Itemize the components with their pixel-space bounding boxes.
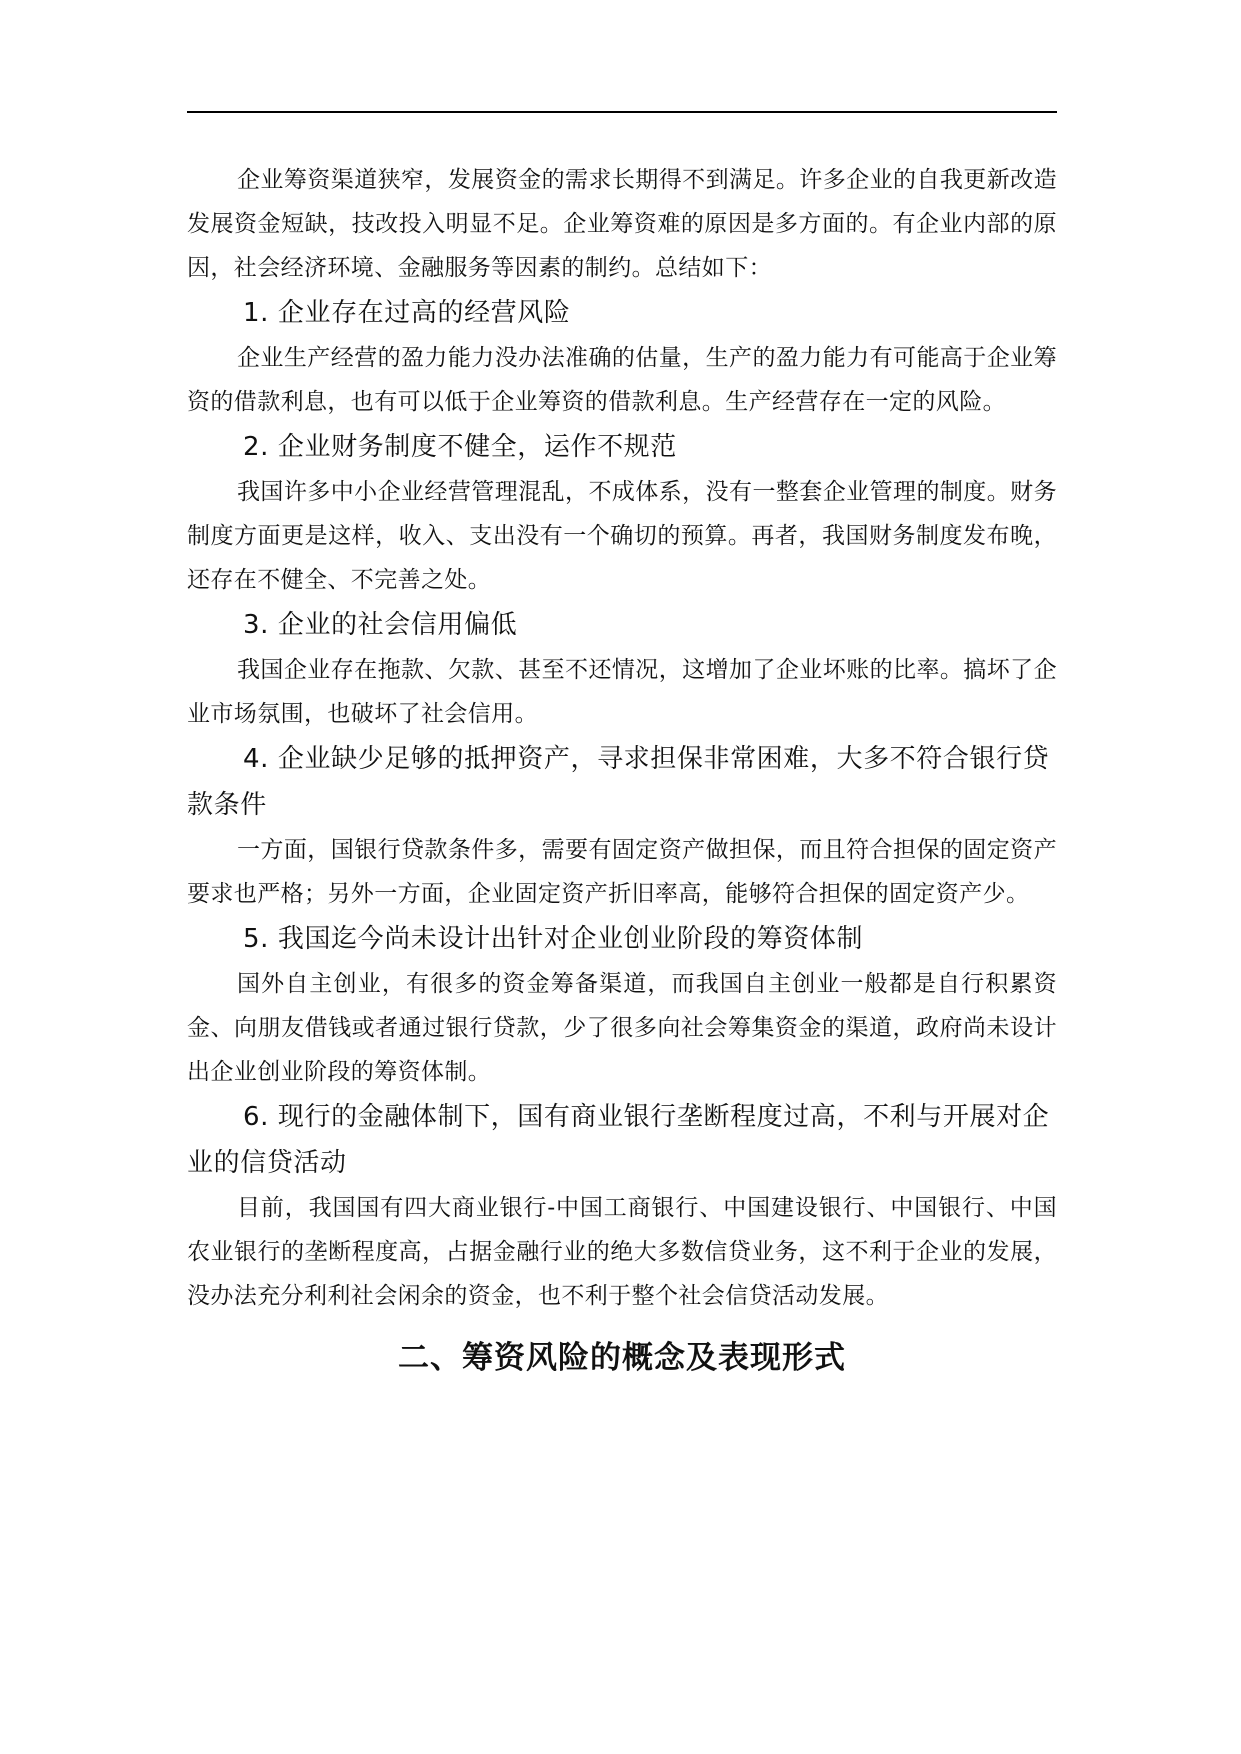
paragraph-4: 一方面，国银行贷款条件多，需要有固定资产做担保，而且符合担保的固定资产要求也严格；另外一方面，企业固定资产折旧率高，能够符合担保的固定资产少。 bbox=[187, 837, 1057, 907]
subheading-3: 3. 企业的社会信用偏低 bbox=[243, 610, 518, 640]
subheading-5: 5. 我国迄今尚未设计出针对企业创业阶段的筹资体制 bbox=[243, 924, 864, 954]
paragraph-3: 我国企业存在拖款、欠款、甚至不还情况，这增加了企业坏账的比率。搞坏了企业市场氛围，也破坏了社会信用。 bbox=[187, 657, 1057, 727]
header-rule bbox=[187, 111, 1057, 113]
paragraph-intro: 企业筹资渠道狭窄，发展资金的需求长期得不到满足。许多企业的自我更新改造发展资金短缺，技改投入明显不足。企业筹资难的原因是多方面的。有企业内部的原因，社会经济环境、金融服务等因素的制约。总结如下： bbox=[187, 167, 1057, 281]
subheading-1: 1. 企业存在过高的经营风险 bbox=[243, 298, 571, 328]
subheading-4: 4. 企业缺少足够的抵押资产，寻求担保非常困难，大多不符合银行贷款条件 bbox=[187, 744, 1050, 820]
document-body bbox=[187, 158, 1057, 1380]
section-heading: 二、筹资风险的概念及表现形式 bbox=[398, 1340, 846, 1376]
paragraph-1: 企业生产经营的盈力能力没办法准确的估量，生产的盈力能力有可能高于企业筹资的借款利息，也有可以低于企业筹资的借款利息。生产经营存在一定的风险。 bbox=[187, 345, 1057, 415]
paragraph-2: 我国许多中小企业经营管理混乱，不成体系，没有一整套企业管理的制度。财务制度方面更是这样，收入、支出没有一个确切的预算。再者，我国财务制度发布晚，还存在不健全、不完善之处。 bbox=[187, 479, 1057, 593]
paragraph-5: 国外自主创业，有很多的资金筹备渠道，而我国自主创业一般都是自行积累资金、向朋友借钱或者通过银行贷款，少了很多向社会筹集资金的渠道，政府尚未设计出企业创业阶段的筹资体制。 bbox=[187, 971, 1057, 1085]
paragraph-6: 目前，我国国有四大商业银行-中国工商银行、中国建设银行、中国银行、中国农业银行的垄断程度高，占据金融行业的绝大多数信贷业务，这不利于企业的发展，没办法充分利利社会闲余的资金，也不利于整个社会信贷活动发展。 bbox=[187, 1195, 1057, 1309]
subheading-6: 6. 现行的金融体制下，国有商业银行垄断程度过高，不利与开展对企业的信贷活动 bbox=[187, 1102, 1050, 1178]
subheading-2: 2. 企业财务制度不健全，运作不规范 bbox=[243, 432, 677, 462]
